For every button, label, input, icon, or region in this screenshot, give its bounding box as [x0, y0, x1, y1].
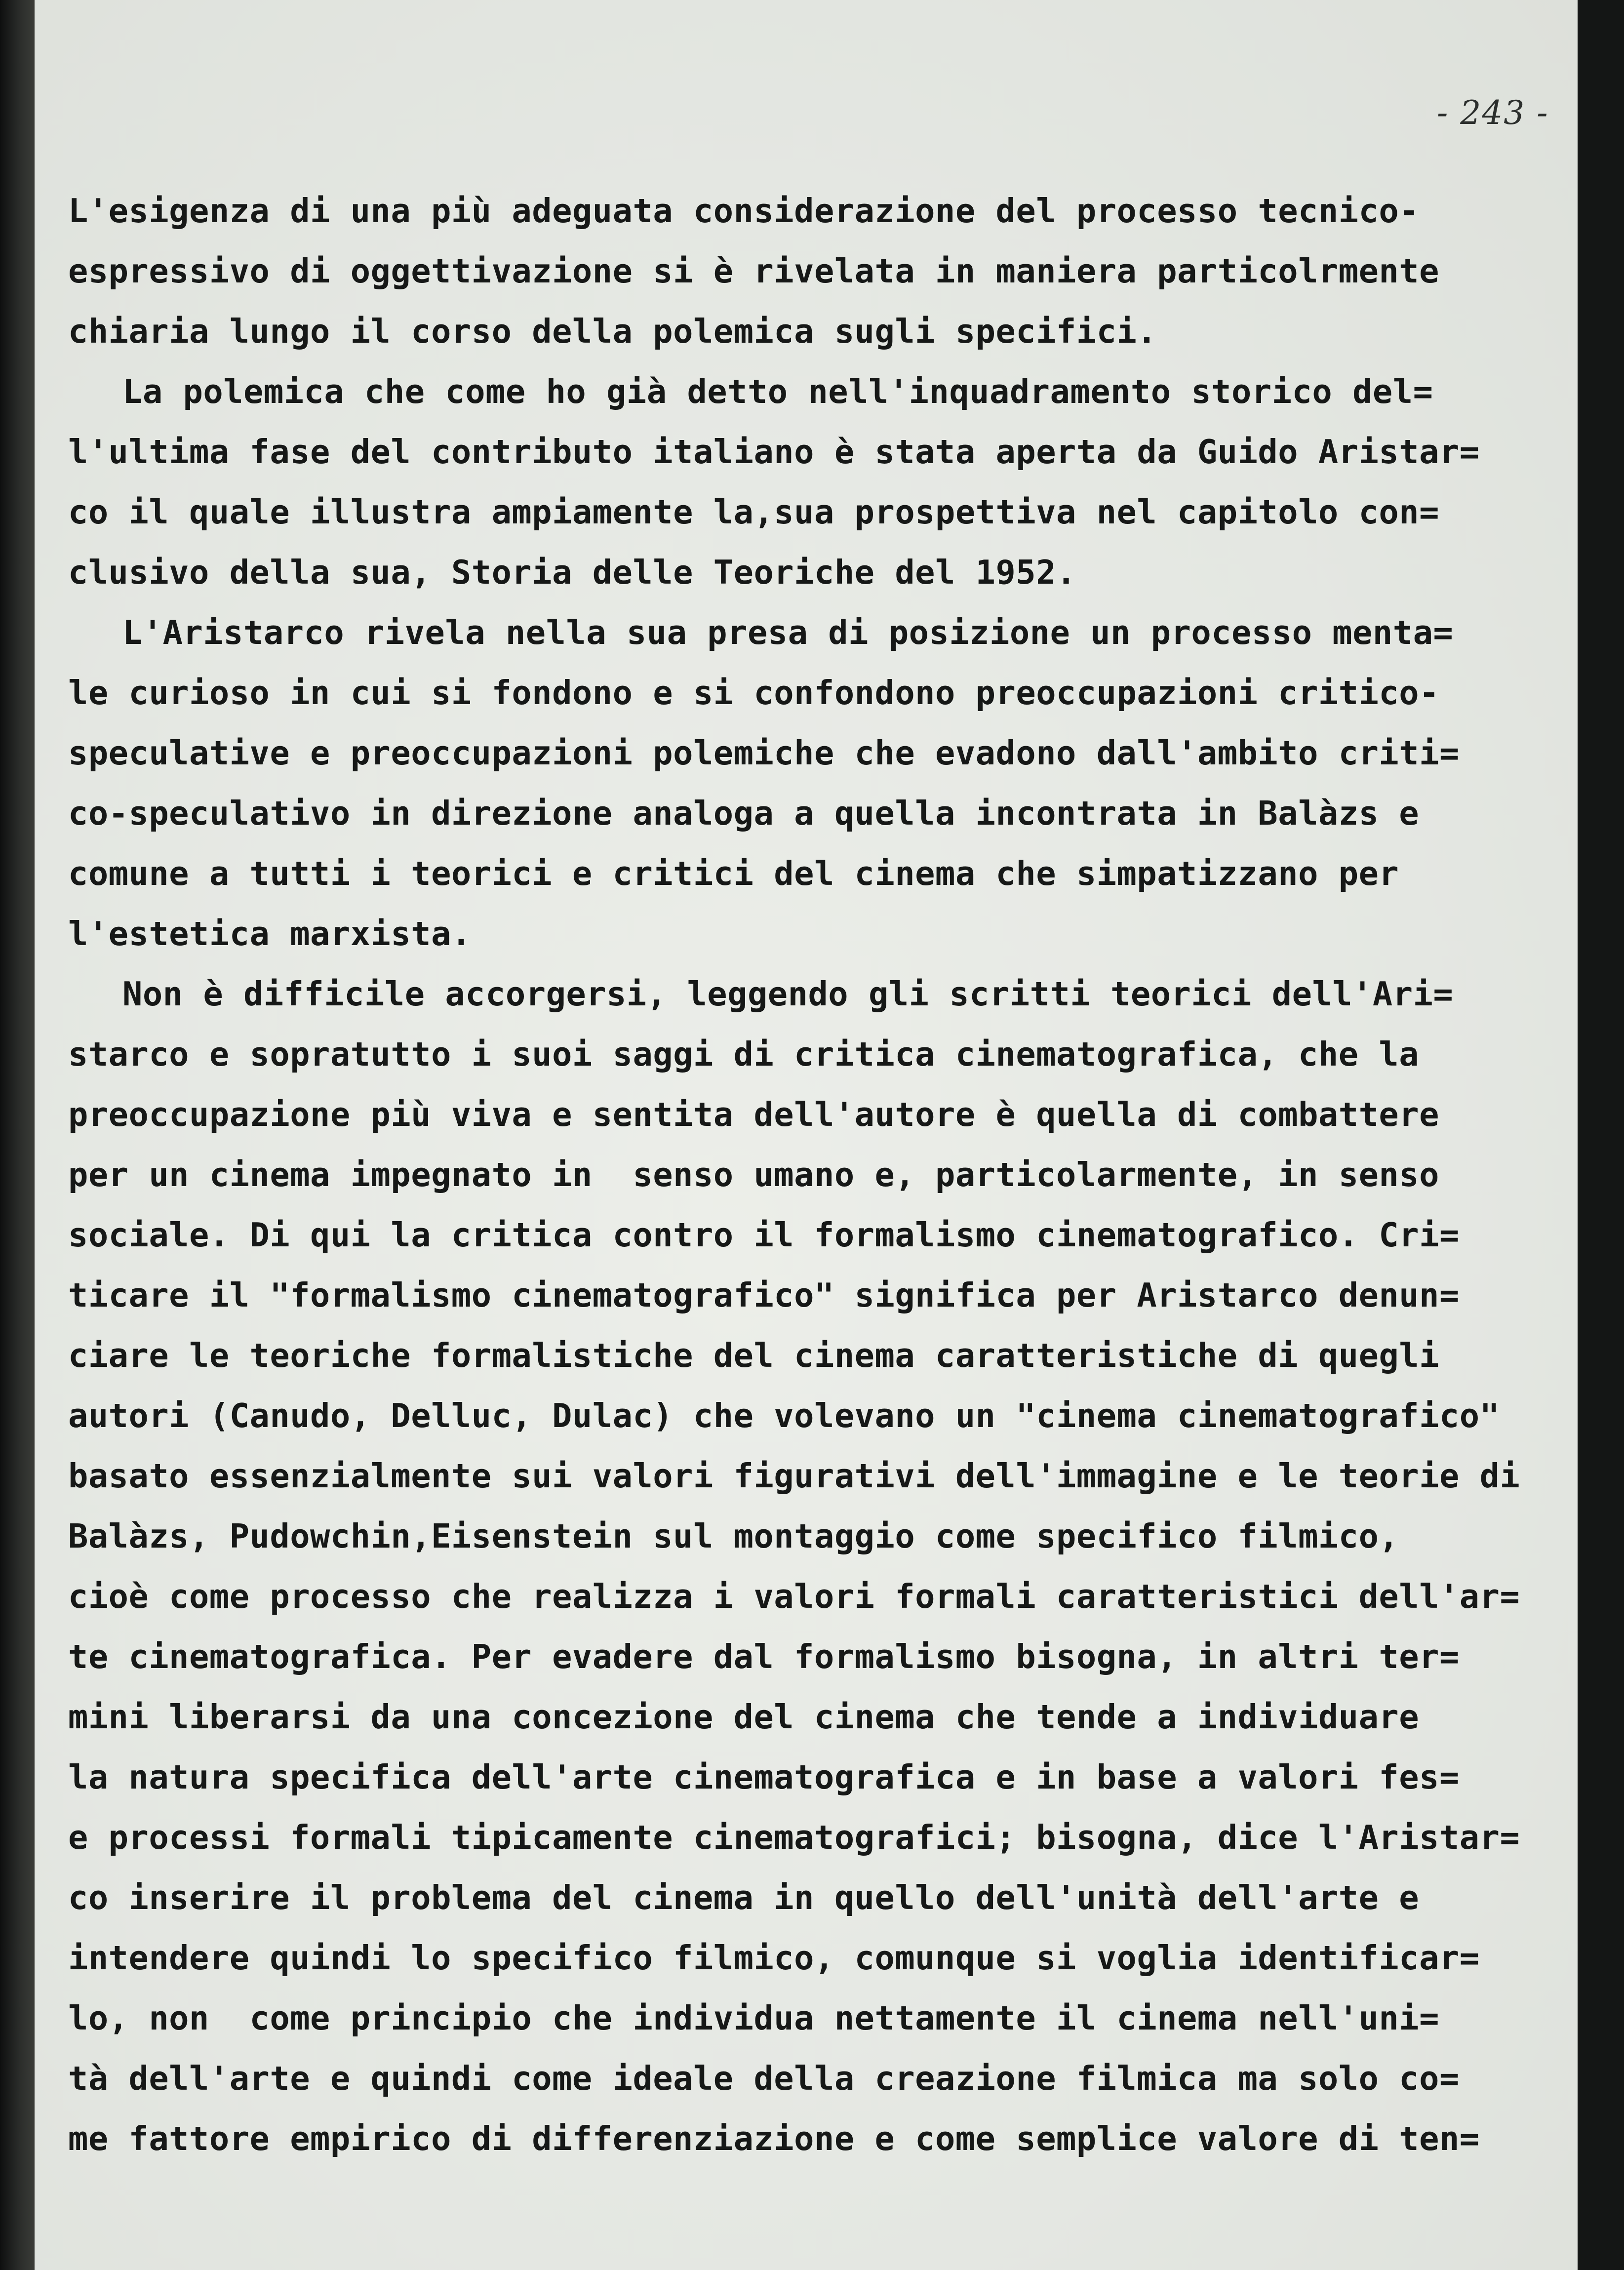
- text-line: lo, non come principio che individua nettamente il cinema nell'uni=: [68, 1999, 1439, 2037]
- text-line: sociale. Di qui la critica contro il formalismo cinematografico. Cri=: [68, 1216, 1460, 1254]
- text-line: co inserire il problema del cinema in quello dell'unità dell'arte e: [68, 1878, 1420, 1917]
- text-line: co-speculativo in direzione analoga a quella incontrata in Balàzs e: [68, 794, 1420, 833]
- text-line: me fattore empirico di differenziazione e come semplice valore di ten=: [68, 2119, 1480, 2158]
- text-line: te cinematografica. Per evadere dal formalismo bisogna, in altri ter=: [68, 1637, 1460, 1676]
- text-line: la natura specifica dell'arte cinematografica e in base a valori fes=: [68, 1758, 1460, 1796]
- text-line: autori (Canudo, Delluc, Dulac) che volevano un "cinema cinematografico": [68, 1396, 1500, 1435]
- text-line: cioè come processo che realizza i valori formali caratteristici dell'ar=: [68, 1577, 1520, 1616]
- text-line: clusivo della sua, Storia delle Teoriche del 1952.: [68, 553, 1076, 592]
- text-line: per un cinema impegnato in senso umano e, particolarmente, in senso: [68, 1155, 1439, 1194]
- text-line: tà dell'arte e quindi come ideale della creazione filmica ma solo co=: [68, 2059, 1460, 2098]
- text-line: co il quale illustra ampiamente la,sua prospettiva nel capitolo con=: [68, 493, 1439, 531]
- text-line: espressivo di oggettivazione si è rivelata in maniera particolrmente: [68, 252, 1439, 290]
- text-line: mini liberarsi da una concezione del cinema che tende a individuare: [68, 1698, 1420, 1736]
- text-line: chiaria lungo il corso della polemica sugli specifici.: [68, 312, 1157, 351]
- text-line: L'Aristarco rivela nella sua presa di posizione un processo menta=: [122, 613, 1454, 652]
- text-line: L'esigenza di una più adeguata considerazione del processo tecnico-: [68, 192, 1420, 230]
- text-line: ticare il "formalismo cinematografico" significa per Aristarco denun=: [68, 1276, 1460, 1314]
- text-line: La polemica che come ho già detto nell'inquadramento storico del=: [122, 372, 1433, 411]
- book-binding: [0, 0, 35, 2270]
- text-line: basato essenzialmente sui valori figurativi dell'immagine e le teorie di: [68, 1457, 1520, 1495]
- text-line: le curioso in cui si fondono e si confondono preoccupazioni critico-: [68, 674, 1439, 712]
- page-edge-shadow: [1578, 0, 1624, 2270]
- text-line: e processi formali tipicamente cinematografici; bisogna, dice l'Aristar=: [68, 1818, 1520, 1857]
- text-line: Balàzs, Pudowchin,Eisenstein sul montaggio come specifico filmico,: [68, 1517, 1399, 1555]
- text-line: intendere quindi lo specifico filmico, comunque si voglia identificar=: [68, 1939, 1480, 1977]
- text-line: ciare le teoriche formalistiche del cinema caratteristiche di quegli: [68, 1336, 1439, 1375]
- text-line: preoccupazione più viva e sentita dell'autore è quella di combattere: [68, 1095, 1439, 1134]
- text-line: speculative e preoccupazioni polemiche che evadono dall'ambito criti=: [68, 734, 1460, 772]
- text-line: comune a tutti i teorici e critici del cinema che simpatizzano per: [68, 854, 1399, 893]
- text-line: l'ultima fase del contributo italiano è stata aperta da Guido Aristar=: [68, 433, 1480, 471]
- text-line: Non è difficile accorgersi, leggendo gli scritti teorici dell'Ari=: [122, 975, 1454, 1013]
- text-line: l'estetica marxista.: [68, 915, 472, 953]
- text-line: starco e sopratutto i suoi saggi di critica cinematografica, che la: [68, 1035, 1420, 1074]
- page-number: - 243 -: [1437, 94, 1549, 132]
